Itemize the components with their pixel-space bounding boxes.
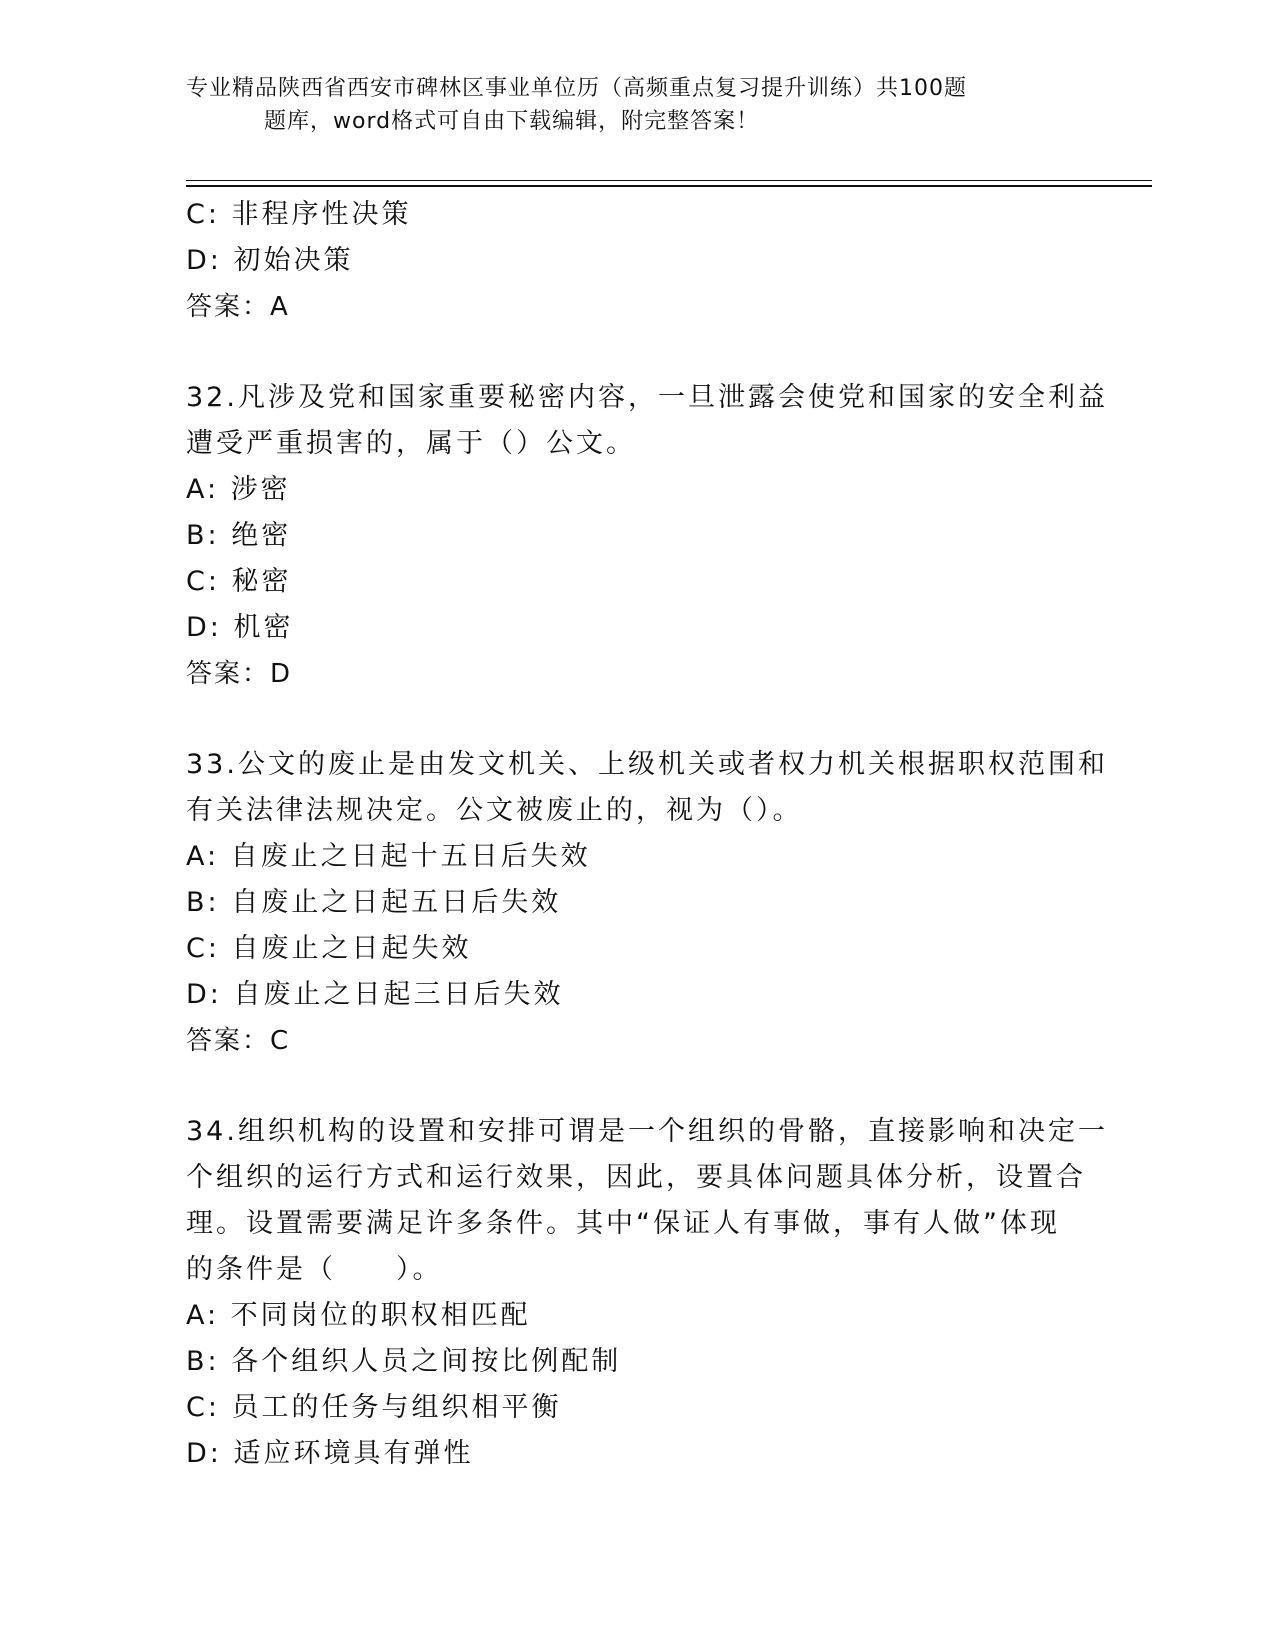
question-33	[186, 742, 1108, 1064]
header-rule-thick	[186, 185, 1152, 187]
option-c: C: 秘密	[186, 566, 292, 597]
page-header	[186, 72, 1086, 138]
answer-line: 答案：C	[186, 1026, 291, 1056]
option-a: A: 不同岗位的职权相匹配	[186, 1300, 531, 1331]
question-stem-line: 个组织的运行方式和运行效果，因此，要具体问题具体分析，设置合	[186, 1162, 1086, 1193]
option-d: D: 初始决策	[186, 245, 354, 276]
header-rule-thin	[186, 180, 1152, 181]
spacer	[186, 1064, 1086, 1109]
question-stem-line: 有关法律法规决定。公文被废止的，视为（）。	[186, 795, 803, 826]
option-c: C: 非程序性决策	[186, 199, 412, 230]
option-a: A: 自废止之日起十五日后失效	[186, 841, 591, 872]
answer-line: 答案：D	[186, 659, 293, 689]
question-34	[186, 1109, 1108, 1477]
option-b: B: 绝密	[186, 520, 292, 551]
option-d: D: 机密	[186, 612, 294, 643]
question-stem-line: 34.组织机构的设置和安排可谓是一个组织的骨骼，直接影响和决定一	[186, 1116, 1108, 1147]
option-a: A: 涉密	[186, 474, 291, 505]
option-b: B: 各个组织人员之间按比例配制	[186, 1346, 622, 1377]
option-d: D: 自废止之日起三日后失效	[186, 979, 564, 1010]
question-stem-line: 遭受严重损害的，属于（）公文。	[186, 428, 636, 459]
option-c: C: 自废止之日起失效	[186, 933, 472, 964]
question-stem-line: 的条件是（ ）。	[186, 1254, 443, 1285]
option-b: B: 自废止之日起五日后失效	[186, 887, 562, 918]
header-title-line-2: 题库，word格式可自由下载编辑，附完整答案！	[264, 109, 760, 134]
answer-line: 答案：A	[186, 292, 290, 322]
header-title-line-1: 专业精品陕西省西安市碑林区事业单位历（高频重点复习提升训练）共100题	[186, 76, 967, 101]
spacer	[186, 697, 1086, 742]
question-content	[186, 192, 1108, 1477]
option-d: D: 适应环境具有弹性	[186, 1438, 474, 1469]
question-stem-line: 32.凡涉及党和国家重要秘密内容，一旦泄露会使党和国家的安全利益	[186, 382, 1108, 413]
question-stem-line: 33.公文的废止是由发文机关、上级机关或者权力机关根据职权范围和	[186, 749, 1108, 780]
question-31-tail	[186, 192, 1086, 330]
question-32	[186, 375, 1108, 697]
option-c: C: 员工的任务与组织相平衡	[186, 1392, 562, 1423]
spacer	[186, 330, 1086, 375]
question-stem-line: 理。设置需要满足许多条件。其中“保证人有事做，事有人做”体现	[186, 1208, 1060, 1239]
